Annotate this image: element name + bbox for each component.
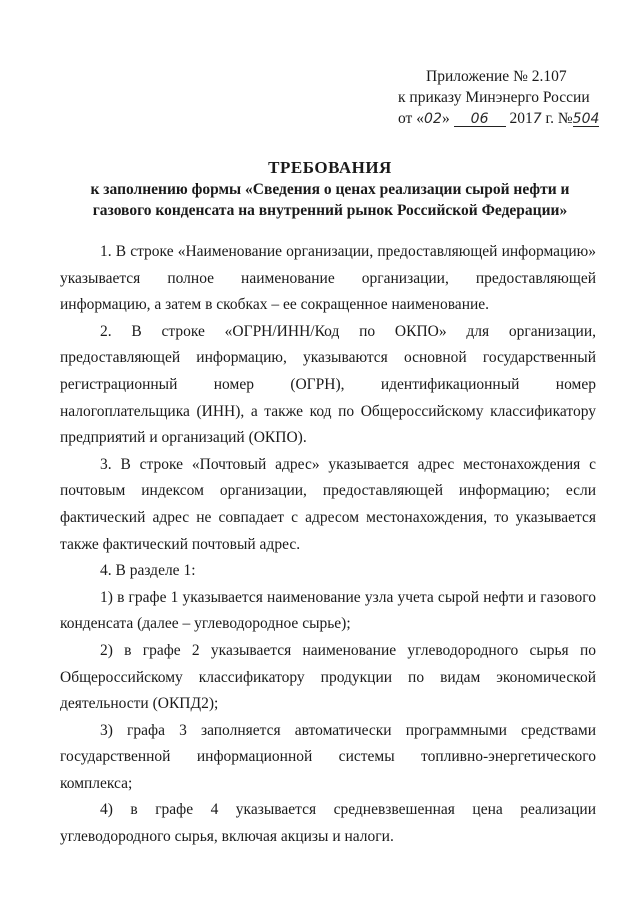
handwritten-day: 02: [424, 111, 442, 127]
appendix-number: Приложение № 2.107: [426, 68, 567, 85]
handwritten-year-digit: 7: [532, 111, 542, 127]
paragraph-2: 2. В строке «ОГРН/ИНН/Код по ОКПО» для организации, предоставляющей информацию, указываются основной государственный регистрационный номер (ОГРН), идентификационный номер налогоплательщика (ИНН), а также код по Общероссийскому классификатору предприятий и организаций (ОКПО).: [60, 322, 596, 447]
handwritten-order-number: 504: [572, 111, 600, 127]
date-mid: »: [441, 110, 454, 127]
title-subtitle-line-2: газового конденсата на внутренний рынок Российской Федерации»: [92, 202, 568, 219]
paragraph-4-item-4: 4) в графе 4 указывается средневзвешенная цена реализации углеводородного сырья, включая акцизы и налоги.: [60, 801, 596, 846]
paragraph-4-item-3: 3) графа 3 заполняется автоматически программными средствами государственной информационной системы топливно-энергетического комплекса;: [60, 721, 596, 792]
requirements-body: [60, 239, 596, 851]
title-main: ТРЕБОВАНИЯ: [268, 158, 392, 177]
document-title: [60, 157, 600, 221]
paragraph-1: 1. В строке «Наименование организации, предоставляющей информацию» указывается полное наименование организации, предоставляющей информацию, а затем в скобках – ее сокращенное наименование.: [60, 243, 596, 314]
title-subtitle-line-1: к заполнению формы «Сведения о ценах реализации сырой нефти и: [90, 181, 570, 198]
appendix-header: [398, 66, 618, 130]
year-suffix: г. №: [541, 110, 573, 127]
handwritten-month: 06: [454, 112, 506, 127]
paragraph-4: 4. В разделе 1:: [100, 562, 196, 580]
date-prefix: от «: [398, 110, 424, 127]
paragraph-4-item-2: 2) в графе 2 указывается наименование углеводородного сырья по Общероссийскому классификатору продукции по видам экономической деятельности (ОКПД2);: [60, 641, 596, 713]
order-date-line: [398, 108, 618, 130]
paragraph-3: 3. В строке «Почтовый адрес» указывается адрес местонахождения с почтовым индексом организации, предоставляющей информацию; если фактический адрес не совпадает с адресом местонахождения, то указывается также фактический почтовый адрес.: [60, 455, 596, 553]
year-prefix: 201: [505, 110, 533, 127]
paragraph-4-item-1: 1) в графе 1 указывается наименование узла учета сырой нефти и газового конденсата (далее – углеводородное сырье);: [60, 588, 596, 633]
order-reference: к приказу Минэнерго России: [398, 89, 590, 106]
